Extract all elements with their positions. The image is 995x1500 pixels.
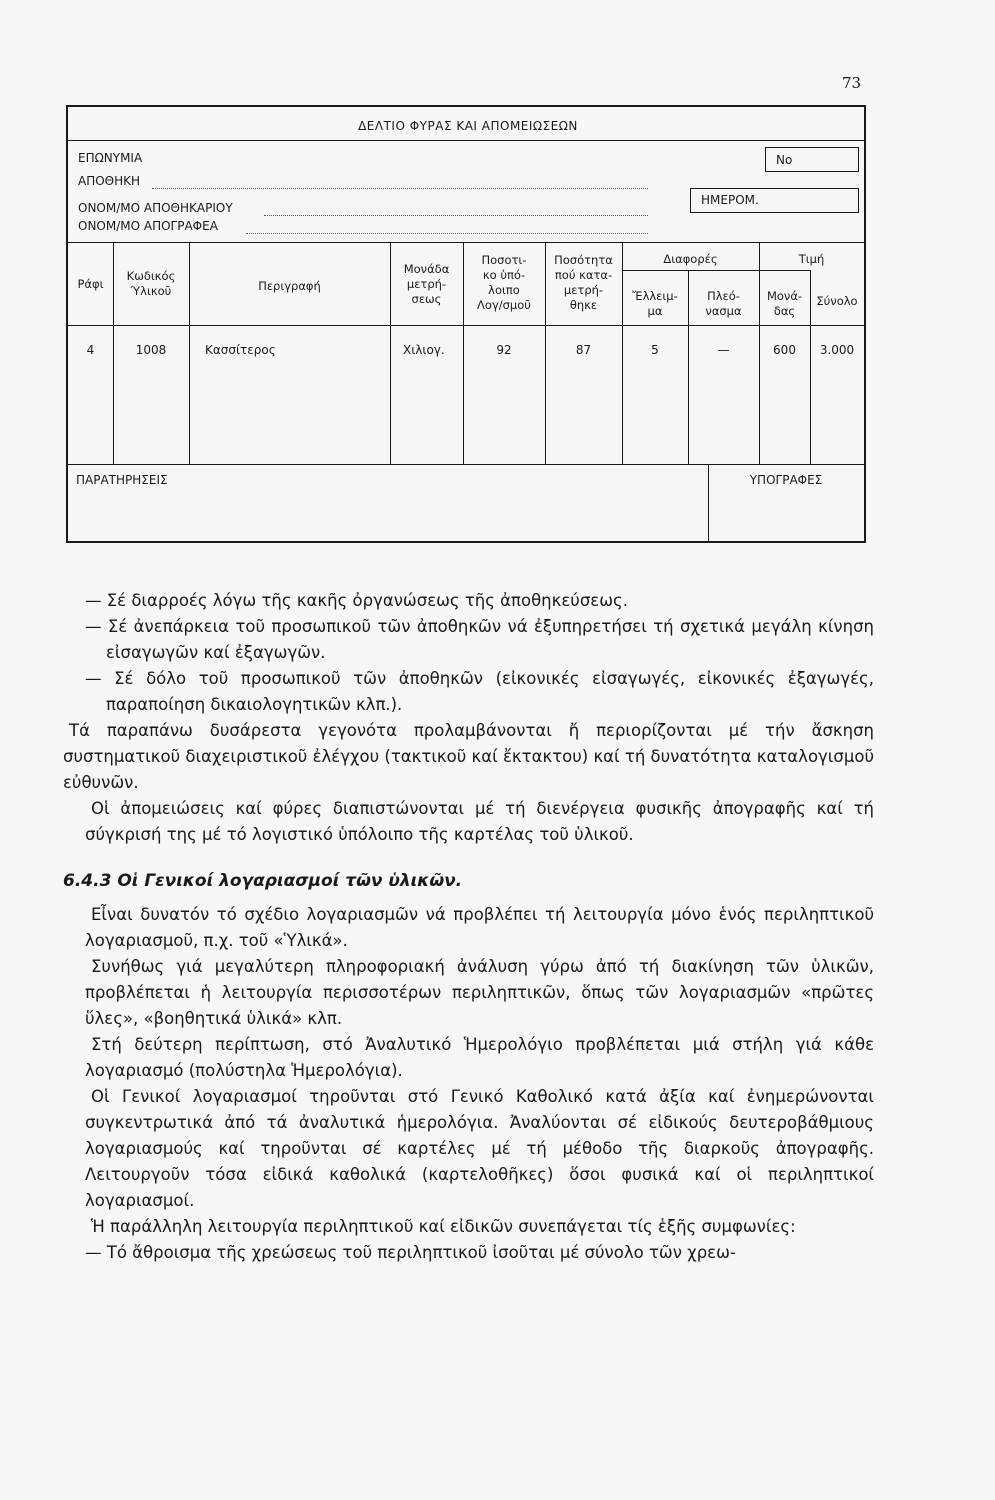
header-shortage-line1: Ἔλλειμ- bbox=[632, 289, 678, 303]
paragraph-shrinkage: Οἱ ἀπομειώσεις καί φύρες διαπιστώνονται μέ τή διενέργεια φυσικῆς ἀπογραφῆς καί τή σύγκρισή της μέ τό λογιστικό ὑπόλοιπο τῆς καρτέλας τοῦ ὑλικοῦ. bbox=[85, 799, 874, 844]
paragraph-control: Τά παραπάνω δυσάρεστα γεγονότα προλαμβάνονται ἤ περιορίζονται μέ τήν ἄσκηση συστηματικοῦ διαχειριστικοῦ ἐλέγχου (τακτικοῦ καί ἔκτακτου) καί τή δυνατότητα καταλογισμοῦ εὐθυνῶν. bbox=[63, 721, 874, 792]
header-surplus-line1: Πλεό- bbox=[707, 289, 740, 303]
differences-divider bbox=[622, 270, 759, 271]
header-surplus-line2: νασμα bbox=[705, 304, 742, 318]
date-field bbox=[690, 188, 859, 213]
header-book-balance bbox=[463, 253, 545, 313]
paragraph-reconciliation: Ἡ παράλληλη λειτουργία περιληπτικοῦ καί εἰδικῶν συνεπάγεται τίς ἑξῆς συμφωνίες: bbox=[91, 1217, 796, 1236]
section-heading: 6.4.3 Οἱ Γενικοί λογαριασμοί τῶν ὑλικῶν. bbox=[63, 871, 463, 891]
cell-unit: Χιλιογ. bbox=[403, 343, 445, 357]
price-divider bbox=[759, 270, 810, 271]
header-code bbox=[113, 269, 189, 299]
inventory-taker-fill-line bbox=[246, 232, 648, 234]
header-total: Σύνολο bbox=[816, 294, 858, 308]
warehouse-label: ΑΠΟΘΗΚΗ bbox=[78, 174, 141, 188]
header-code-line1: Κωδικός bbox=[126, 269, 176, 283]
col-line-2 bbox=[189, 242, 190, 464]
inventory-taker-label: ΟΝΟΜ/ΜΟ ΑΠΟΓΡΑΦΕΑ bbox=[78, 219, 218, 233]
signatures-label: ΥΠΟΓΡΑΦΕΣ bbox=[749, 473, 823, 487]
header-measured-line2: πού κατα- bbox=[554, 268, 613, 282]
shrinkage-form bbox=[66, 105, 866, 543]
bullet-staff-shortage: — Σέ ἀνεπάρκεια τοῦ προσωπικοῦ τῶν ἀποθηκῶν νά ἐξυπηρετήσει τή σχετικά μεγάλη κίνηση εἰσαγωγῶν καί ἐξαγωγῶν. bbox=[85, 617, 874, 662]
header-unit-line1: Μονάδα bbox=[403, 262, 450, 276]
header-balance-line3: λοιπο bbox=[488, 283, 520, 297]
header-balance-line4: Λογ/σμοῦ bbox=[477, 298, 531, 312]
header-unit-line3: σεως bbox=[411, 292, 442, 306]
page-number: 73 bbox=[842, 74, 862, 92]
date-label: ΗΜΕΡΟΜ. bbox=[701, 193, 759, 207]
table-top-line bbox=[68, 242, 864, 243]
header-shelf: Ράφι bbox=[77, 277, 104, 291]
cell-unit-price: 600 bbox=[773, 343, 796, 357]
header-bottom-line bbox=[68, 325, 864, 326]
header-unit-price-line2: δας bbox=[773, 304, 796, 318]
paragraph-multiple-accounts: Συνήθως γιά μεγαλύτερη πληροφοριακή ἀνάλυση γύρω ἀπό τή διακίνηση τῶν ὑλικῶν, προβλέπεται ἡ λειτουργία περισσοτέρων περιληπτικῶν, ὅπως τῶν λογαριασμῶν «πρῶτες ὕλες», «βοηθητικά ὑλικά» κλπ. bbox=[85, 957, 874, 1028]
storekeeper-fill-line bbox=[264, 214, 648, 216]
table-bottom-line bbox=[68, 464, 864, 465]
header-measured bbox=[545, 253, 622, 313]
header-price: Τιμή bbox=[798, 252, 825, 266]
cell-shelf: 4 bbox=[86, 343, 95, 357]
cell-surplus: — bbox=[717, 343, 730, 357]
form-title-divider bbox=[68, 140, 864, 141]
body-text bbox=[63, 588, 874, 1266]
header-shortage-line2: μα bbox=[647, 304, 663, 318]
paragraph-single-account: Εἶναι δυνατόν τό σχέδιο λογαριασμῶν νά προβλέπει τή λειτουργία μόνο ἑνός περιληπτικοῦ λογαριασμοῦ, π.χ. τοῦ «Ὑλικά». bbox=[85, 905, 874, 950]
cell-shortage: 5 bbox=[651, 343, 659, 357]
cell-total: 3.000 bbox=[819, 343, 855, 357]
bullet-debit-sum: — Τό ἄθροισμα τῆς χρεώσεως τοῦ περιληπτικοῦ ἰσοῦται μέ σύνολο τῶν χρεω- bbox=[85, 1243, 736, 1262]
cell-book-balance: 92 bbox=[496, 343, 512, 357]
header-shortage bbox=[622, 289, 688, 319]
storekeeper-label: ΟΝΟΜ/ΜΟ ΑΠΟΘΗΚΑΡΙΟΥ bbox=[78, 201, 233, 215]
remarks-label: ΠΑΡΑΤΗΡΗΣΕΙΣ bbox=[76, 473, 168, 487]
header-unit-price bbox=[759, 289, 810, 319]
form-title: ΔΕΛΤΙΟ ΦΥΡΑΣ ΚΑΙ ΑΠΟΜΕΙΩΣΕΩΝ bbox=[358, 119, 578, 133]
header-balance-line1: Ποσοτι- bbox=[481, 253, 527, 267]
header-measured-line3: μετρή- bbox=[563, 283, 604, 297]
paragraph-general-ledger: Οἱ Γενικοί λογαριασμοί τηροῦνται στό Γενικό Καθολικό κατά ἀξία καί ἐνημερώνονται συγκεντρωτικά ἀπό τά ἀναλυτικά ἡμερολόγια. Ἀναλύονται σέ εἰδικούς δευτεροβάθμιους λογαριασμούς καί τηροῦνται σέ καρτέλες μέ τή μέθοδο τῆς διαρκοῦς ἀπογραφῆς. Λειτουργοῦν τόσα εἰδικά καθολικά (καρτελοθῆκες) ὅσοι φυσικά καί οἱ περιληπτικοί λογαριασμοί. bbox=[85, 1087, 874, 1210]
header-unit bbox=[390, 262, 463, 307]
header-description: Περιγραφή bbox=[258, 279, 321, 293]
header-unit-line2: μετρή- bbox=[406, 277, 447, 291]
cell-code: 1008 bbox=[135, 343, 167, 357]
cell-description: Κασσίτερος bbox=[205, 343, 276, 357]
paragraph-journal: Στή δεύτερη περίπτωση, στό Ἀναλυτικό Ἡμερολόγιο προβλέπεται μιά στήλη γιά κάθε λογαριασμό (πολύστηλα Ἡμερολόγια). bbox=[85, 1035, 874, 1080]
header-surplus bbox=[688, 289, 759, 319]
header-unit-price-line1: Μονά- bbox=[766, 289, 803, 303]
header-measured-line1: Ποσότητα bbox=[554, 253, 613, 267]
number-field bbox=[765, 147, 859, 172]
header-measured-line4: θηκε bbox=[569, 298, 598, 312]
header-code-line2: Ύλικοῦ bbox=[130, 284, 172, 298]
bullet-fraud: — Σέ δόλο τοῦ προσωπικοῦ τῶν ἀποθηκῶν (εἰκονικές εἰσαγωγές, εἰκονικές ἐξαγωγές, παραποίηση δικαιολογητικῶν κλπ.). bbox=[85, 669, 874, 714]
header-balance-line2: κο ὑπό- bbox=[482, 268, 526, 282]
warehouse-fill-line bbox=[152, 187, 648, 189]
number-label: Νο bbox=[776, 153, 793, 167]
cell-measured: 87 bbox=[575, 343, 592, 357]
company-label: ΕΠΩΝΥΜΙΑ bbox=[78, 151, 143, 165]
bullet-leakage: — Σέ διαρροές λόγω τῆς κακῆς ὀργανώσεως τῆς ἀποθηκεύσεως. bbox=[85, 591, 628, 610]
header-differences: Διαφορές bbox=[663, 252, 718, 266]
